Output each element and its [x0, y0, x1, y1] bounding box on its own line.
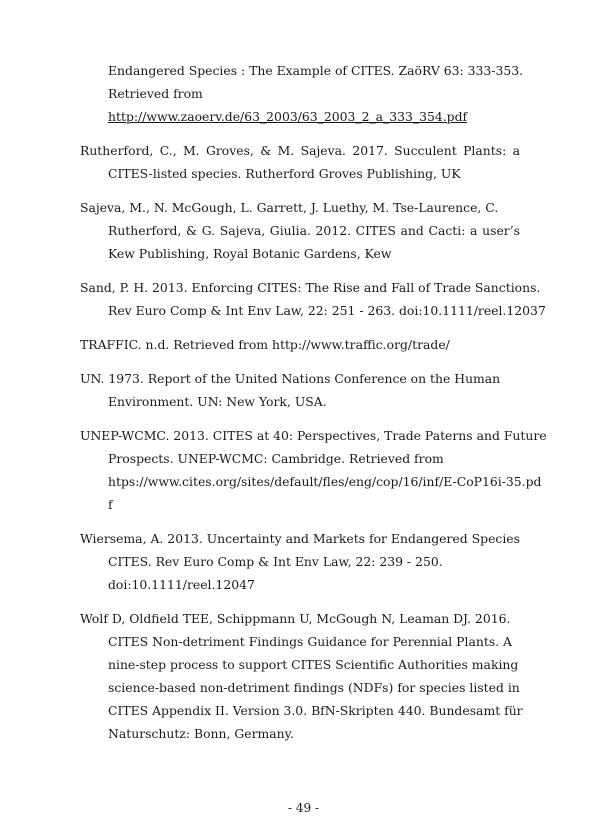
reference-line: htps://www.cites.org/sites/default/fles/eng/cop/16/inf/E-CoP16i-35.pd: [108, 474, 542, 489]
reference-line: CITES-listed species. Rutherford Groves Publishing, UK: [108, 166, 461, 181]
reference-line: doi:10.1111/reel.12047: [108, 577, 255, 592]
reference-line: Rutherford, C., M. Groves, & M. Sajeva. 2017. Succulent Plants: a: [80, 143, 520, 158]
reference-line: Wolf D, Oldfield TEE, Schippmann U, McGough N, Leaman DJ. 2016.: [80, 611, 511, 626]
reference-line: Sajeva, M., N. McGough, L. Garrett, J. Luethy, M. Tse-Laurence, C.: [80, 200, 499, 215]
reference-line: Endangered Species : The Example of CITES. ZaöRV 63: 333-353.: [108, 63, 524, 78]
reference-line: Sand, P. H. 2013. Enforcing CITES: The Rise and Fall of Trade Sanctions.: [80, 280, 541, 295]
reference-line: Rutherford, & G. Sajeva, Giulia. 2012. CITES and Cacti: a user’s: [108, 223, 520, 238]
reference-line: Prospects. UNEP-WCMC: Cambridge. Retrieved from: [108, 451, 444, 466]
reference-line: TRAFFIC. n.d. Retrieved from http://www.traffic.org/trade/: [80, 337, 450, 352]
reference-line: Wiersema, A. 2013. Uncertainty and Markets for Endangered Species: [80, 531, 520, 546]
reference-line: science-based non-detriment findings (NDFs) for species listed in: [108, 680, 520, 695]
reference-line: f: [108, 497, 113, 512]
reference-line: CITES. Rev Euro Comp & Int Env Law, 22: 239 - 250.: [108, 554, 443, 569]
reference-line: Environment. UN: New York, USA.: [108, 394, 327, 409]
reference-line: CITES Appendix II. Version 3.0. BfN-Skripten 440. Bundesamt für: [108, 703, 523, 718]
reference-line: UN. 1973. Report of the United Nations Conference on the Human: [80, 371, 501, 386]
reference-link[interactable]: http://www.zaoerv.de/63_2003/63_2003_2_a_333_354.pdf: [108, 109, 468, 124]
page-number: - 49 -: [287, 801, 319, 815]
reference-line: Naturschutz: Bonn, Germany.: [108, 726, 294, 741]
reference-line: UNEP-WCMC. 2013. CITES at 40: Perspectives, Trade Paterns and Future: [80, 428, 547, 443]
reference-line: Rev Euro Comp & Int Env Law, 22: 251 - 263. doi:10.1111/reel.12037: [108, 303, 546, 318]
reference-line: Retrieved from: [108, 86, 203, 101]
reference-line: Kew Publishing, Royal Botanic Gardens, Kew: [108, 246, 392, 261]
reference-line: CITES Non-detriment Findings Guidance for Perennial Plants. A: [108, 634, 513, 649]
reference-line: nine-step process to support CITES Scientific Authorities making: [108, 657, 519, 672]
